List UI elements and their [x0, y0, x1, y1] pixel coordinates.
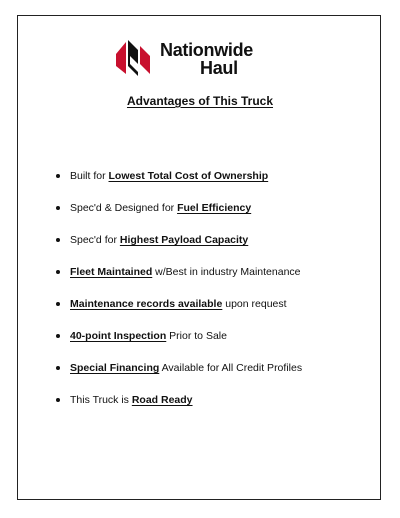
- item-text-before: This Truck is: [70, 394, 132, 406]
- list-item: [54, 202, 302, 234]
- list-item: [54, 234, 302, 266]
- item-text-emphasis: Lowest Total Cost of Ownership: [108, 170, 269, 182]
- list-item: [54, 266, 302, 298]
- item-text-after: Prior to Sale: [166, 330, 227, 342]
- item-text-after: w/Best in industry Maintenance: [152, 266, 301, 278]
- nationwide-haul-logo-icon: [112, 36, 158, 80]
- bullet-icon: [56, 206, 60, 210]
- bullet-icon: [56, 334, 60, 338]
- item-text-emphasis: 40-point Inspection: [70, 330, 167, 342]
- item-text-emphasis: Special Financing: [70, 362, 160, 374]
- list-item: [54, 362, 302, 394]
- list-item: [54, 394, 302, 426]
- brand-name-line1: Nationwide: [160, 40, 254, 60]
- brand-logo: [112, 36, 292, 80]
- item-text-emphasis: Highest Payload Capacity: [119, 234, 249, 246]
- brand-name-line2: Haul: [200, 58, 238, 78]
- item-text-emphasis: Fuel Efficiency: [177, 202, 252, 214]
- bullet-icon: [56, 398, 60, 402]
- item-text-before: Built for: [70, 170, 109, 182]
- item-text-after: Available for All Credit Profiles: [159, 362, 303, 374]
- item-text-after: upon request: [222, 298, 287, 310]
- document-title: Advantages of This Truck: [126, 94, 274, 108]
- item-text-emphasis: Road Ready: [131, 394, 193, 406]
- advantages-list: [54, 170, 302, 426]
- bullet-icon: [56, 270, 60, 274]
- item-text-before: Spec'd & Designed for: [70, 202, 178, 214]
- list-item: [54, 170, 302, 202]
- bullet-icon: [56, 238, 60, 242]
- bullet-icon: [56, 302, 60, 306]
- item-text-emphasis: Fleet Maintained: [70, 266, 153, 278]
- bullet-icon: [56, 366, 60, 370]
- item-text-before: Spec'd for: [70, 234, 120, 246]
- list-item: [54, 330, 302, 362]
- list-item: [54, 298, 302, 330]
- item-text-emphasis: Maintenance records available: [70, 298, 223, 310]
- bullet-icon: [56, 174, 60, 178]
